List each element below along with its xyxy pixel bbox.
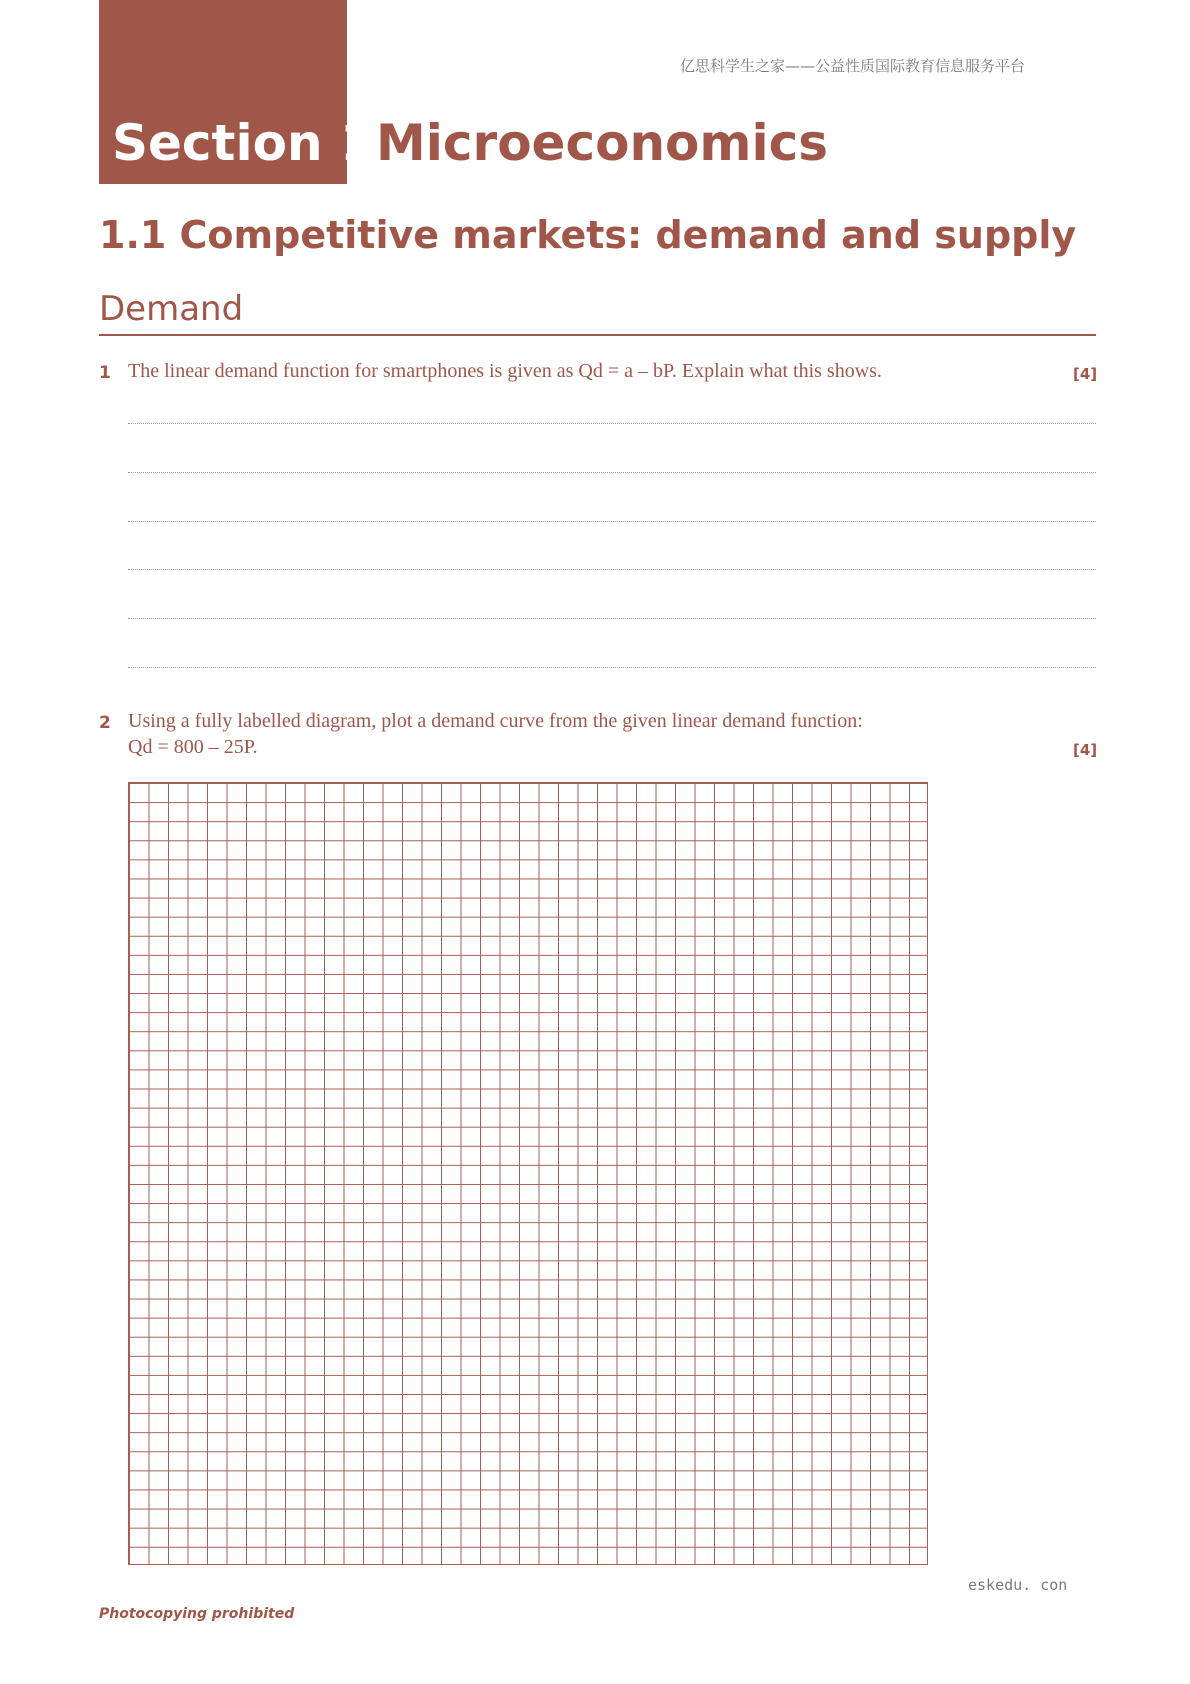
graph-paper-grid[interactable]	[128, 782, 928, 1565]
question-2-number: 2	[99, 713, 111, 733]
question-1-number: 1	[99, 363, 111, 383]
answer-line[interactable]	[128, 569, 1096, 570]
header-watermark: 亿思科学生之家——公益性质国际教育信息服务平台	[680, 57, 1026, 75]
question-2-text-line-2: Qd = 800 – 25P.	[128, 736, 258, 758]
answer-line[interactable]	[128, 618, 1096, 619]
question-1-marks: [4]	[1073, 365, 1098, 383]
question-1-text: The linear demand function for smartphones is given as Qd = a – bP. Explain what this shows.	[128, 360, 882, 382]
section-title: Microeconomics	[376, 114, 829, 172]
footer-watermark: eskedu. con	[968, 1576, 1068, 1594]
section-label: Section 1	[112, 114, 375, 172]
answer-line[interactable]	[128, 521, 1096, 522]
answer-line[interactable]	[128, 472, 1096, 473]
footer-note: Photocopying prohibited	[99, 1606, 295, 1622]
answer-line[interactable]	[128, 423, 1096, 424]
question-2-text-line-1: Using a fully labelled diagram, plot a demand curve from the given linear demand function:	[128, 710, 863, 732]
heading-rule	[99, 334, 1096, 336]
topic-title: 1.1 Competitive markets: demand and supply	[99, 213, 1077, 257]
answer-line[interactable]	[128, 667, 1096, 668]
question-2-marks: [4]	[1073, 741, 1098, 759]
subheading-demand: Demand	[99, 289, 244, 329]
